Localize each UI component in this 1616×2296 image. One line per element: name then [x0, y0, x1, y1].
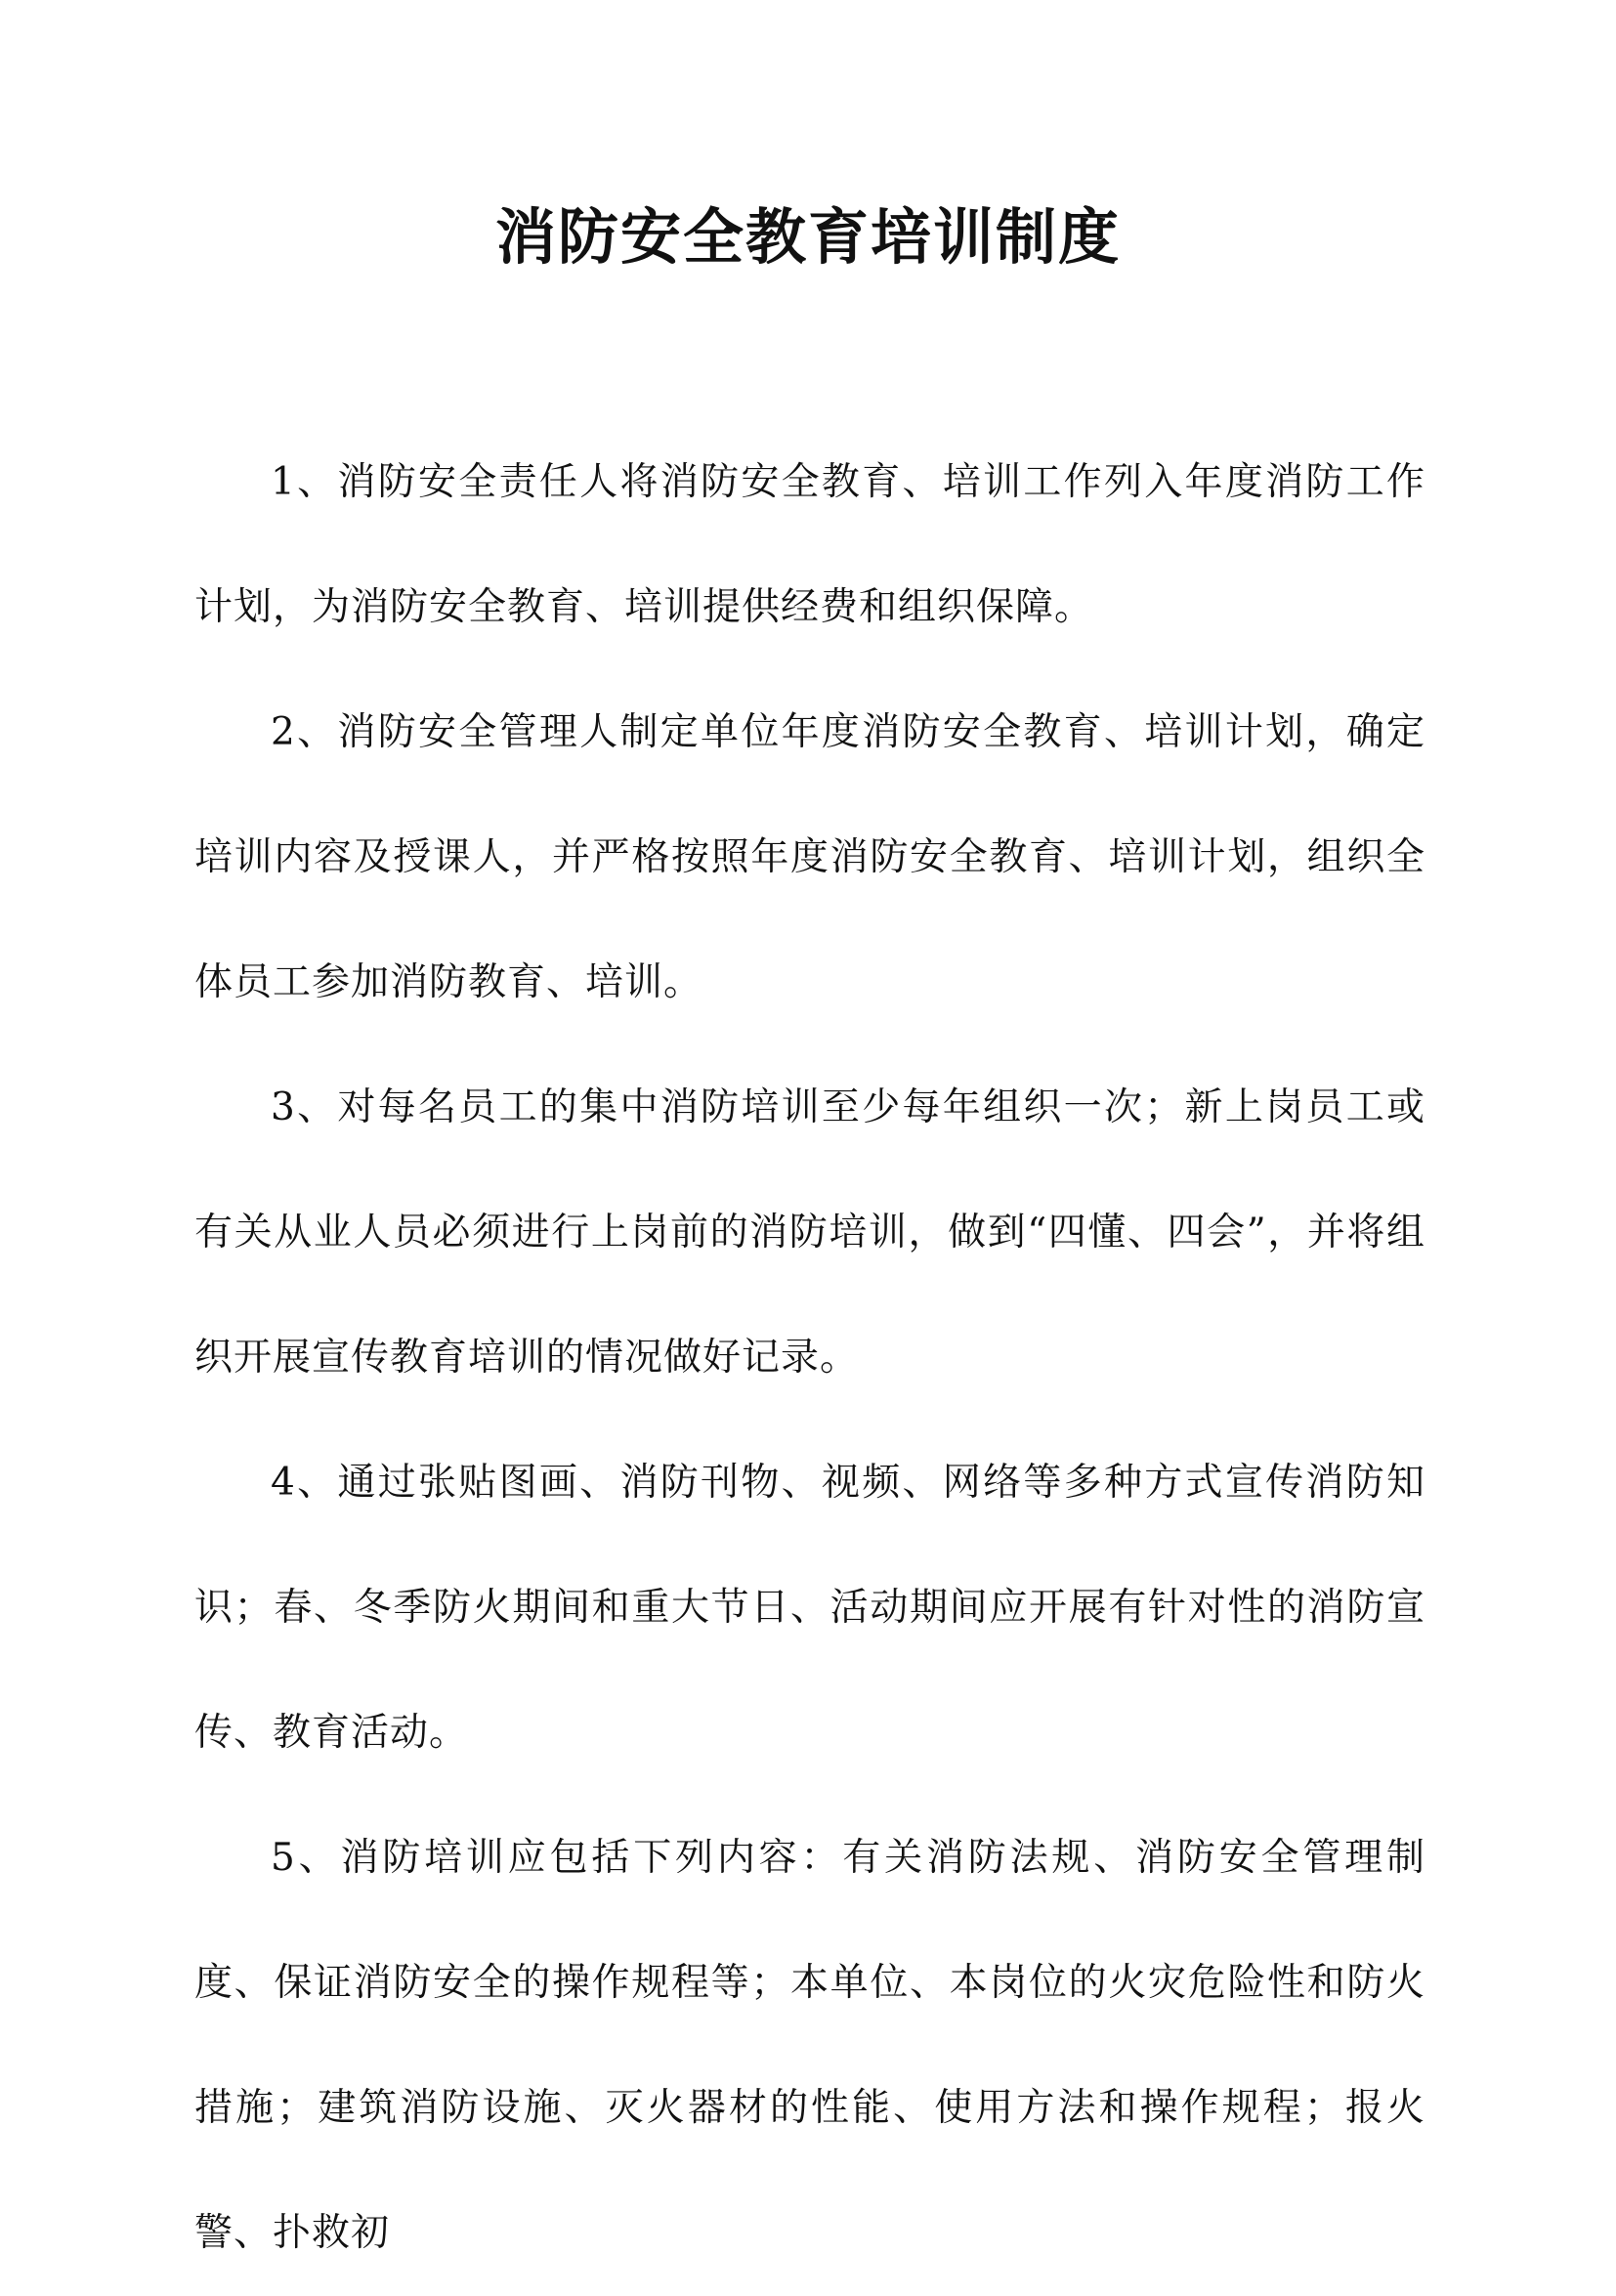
document-body — [194, 420, 1425, 2296]
paragraph-2: 2、消防安全管理人制定单位年度消防安全教育、培训计划，确定培训内容及授课人，并严格按照年度消防安全教育、培训计划，组织全体员工参加消防教育、培训。 — [194, 710, 1425, 1004]
paragraph-4: 4、通过张贴图画、消防刊物、视频、网络等多种方式宣传消防知识；春、冬季防火期间和重大节日、活动期间应开展有针对性的消防宣传、教育活动。 — [194, 1461, 1425, 1755]
document-title: 消防安全教育培训制度 — [494, 201, 1121, 273]
paragraph-1: 1、消防安全责任人将消防安全教育、培训工作列入年度消防工作计划，为消防安全教育、培训提供经费和组织保障。 — [194, 460, 1425, 629]
paragraph-5: 5、消防培训应包括下列内容：有关消防法规、消防安全管理制度、保证消防安全的操作规程等；本单位、本岗位的火灾危险性和防火措施；建筑消防设施、灭火器材的性能、使用方法和操作规程；报火警、扑救初 — [194, 1836, 1425, 2255]
paragraph-3: 3、对每名员工的集中消防培训至少每年组织一次；新上岗员工或有关从业人员必须进行上岗前的消防培训，做到“四懂、四会”，并将组织开展宣传教育培训的情况做好记录。 — [194, 1085, 1425, 1380]
